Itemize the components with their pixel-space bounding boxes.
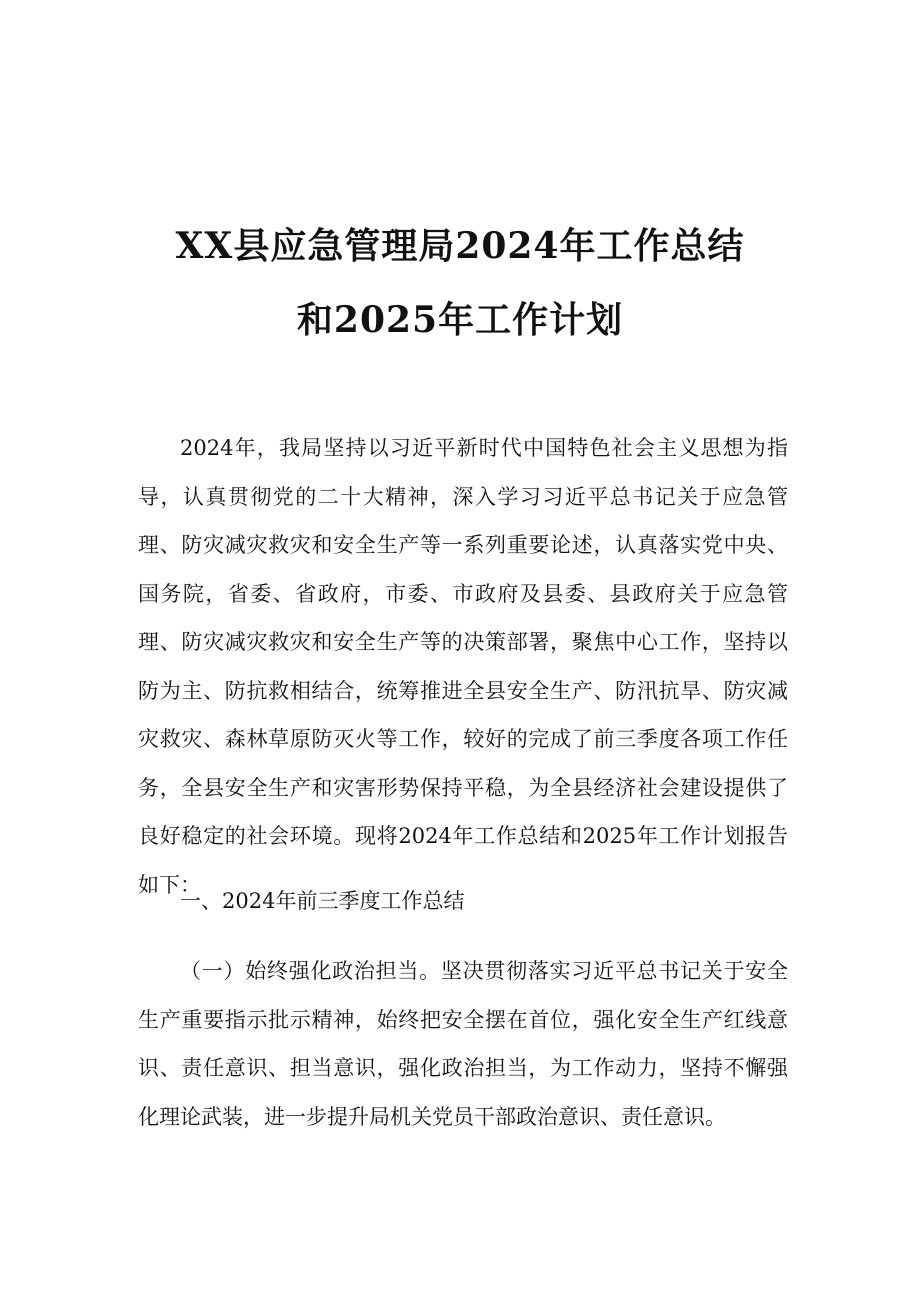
subsection-paragraph: （一）始终强化政治担当。坚决贯彻落实习近平总书记关于安全生产重要指示批示精神，始终把安全摆在首位，强化安全生产红线意识、责任意识、担当意识，强化政治担当，为工作动力，坚持不懈强化理论武装，进一步提升局机关党员干部政治意识、责任意识。 xyxy=(138,959,788,1129)
intro-paragraph: 2024年，我局坚持以习近平新时代中国特色社会主义思想为指导，认真贯彻党的二十大精神，深入学习习近平总书记关于应急管理、防灾减灾救灾和安全生产等一系列重要论述，认真落实党中央、国务院，省委、省政府，市委、市政府及县委、县政府关于应急管理、防灾减灾救灾和安全生产等的决策部署，聚焦中心工作，坚持以防为主、防抗救相结合，统筹推进全县安全生产、防汛抗旱、防灾减灾救灾、森林草原防灭火等工作，较好的完成了前三季度各项工作任务，全县安全生产和灾害形势保持平稳，为全县经济社会建设提供了良好稳定的社会环境。现将2024年工作总结和2025年工作计划报告如下： xyxy=(138,436,788,897)
document-title-line-1: XX县应急管理局2024年工作总结 xyxy=(175,225,745,267)
document-title-line-2: 和2025年工作计划 xyxy=(296,299,624,341)
section-heading: 一、2024年前三季度工作总结 xyxy=(180,889,465,913)
